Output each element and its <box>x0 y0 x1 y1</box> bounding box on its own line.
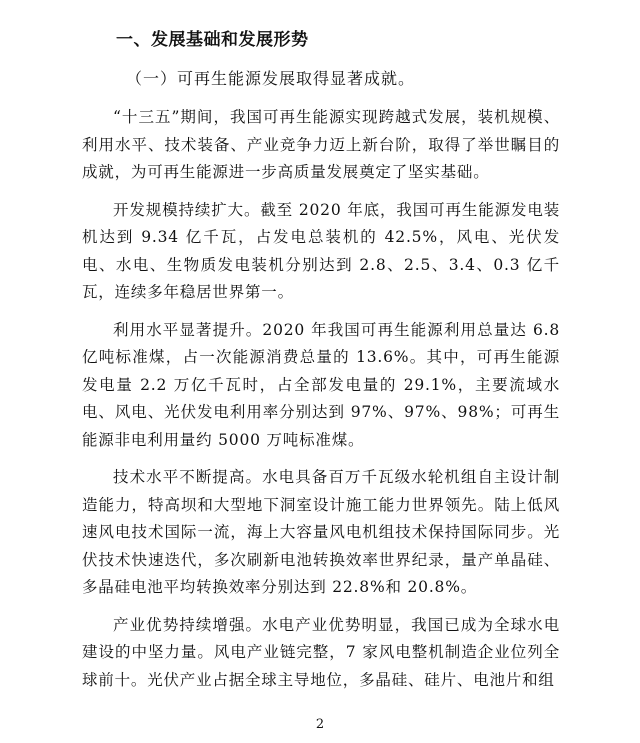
paragraph-body: 截至 2020 年底，我国可再生能源发电装机达到 9.34 亿千瓦，占发电总装机的 42.5%，风电、光伏发电、水电、生物质发电装机分别达到 2.8、2.5、3.4、0.3 亿千瓦，连续多年稳居世界第一。 <box>82 200 560 301</box>
paragraph-utilization <box>82 317 560 455</box>
paragraph-body: 2020 年我国可再生能源利用总量达 6.8 亿吨标准煤，占一次能源消费总量的 13.6%。其中，可再生能源发电量 2.2 万亿千瓦时，占全部发电量的 29.1%，主要流域水电、风电、光伏发电利用率分别达到 97%、97%、98%；可再生能源非电利用量约 5000 万吨标准煤。 <box>82 320 560 449</box>
paragraph-development-scale <box>82 197 560 307</box>
paragraph-body: 水电产业优势明显，我国已成为全球水电建设的中坚力量。风电产业链完整，7 家风电整机制造企业位列全球前十。光伏产业占据全球主导地位，多晶硅、硅片、电池片和组 <box>82 615 561 689</box>
page-number: 2 <box>315 717 325 732</box>
paragraph-intro <box>82 104 560 187</box>
paragraph-industry <box>82 612 560 695</box>
paragraph-lead: 技术水平不断提高。 <box>113 468 263 486</box>
section-title: 一、发展基础和发展形势 <box>116 30 309 50</box>
paragraph-lead: 利用水平显著提升。 <box>113 320 263 339</box>
paragraph-lead: 开发规模持续扩大。 <box>113 200 261 219</box>
paragraph-body: “十三五”期间，我国可再生能源实现跨越式发展，装机规模、利用水平、技术装备、产业竞争力迈上新台阶，取得了举世瞩目的成就，为可再生能源进一步高质量发展奠定了坚实基础。 <box>82 108 560 181</box>
paragraph-body: 水电具备百万千瓦级水轮机组自主设计制造能力，特高坝和大型地下洞室设计施工能力世界领先。陆上低风速风电技术国际一流，海上大容量风电机组技术保持国际同步。光伏技术快速迭代，多次刷新电池转换效率世界纪录，量产单晶硅、多晶硅电池平均转换效率分别达到 22.8%和 20.8%。 <box>82 468 561 596</box>
paragraph-technology <box>82 464 560 602</box>
subsection-title: （一）可再生能源发展取得显著成就。 <box>126 69 416 88</box>
paragraph-lead: 产业优势持续增强。 <box>113 615 263 634</box>
